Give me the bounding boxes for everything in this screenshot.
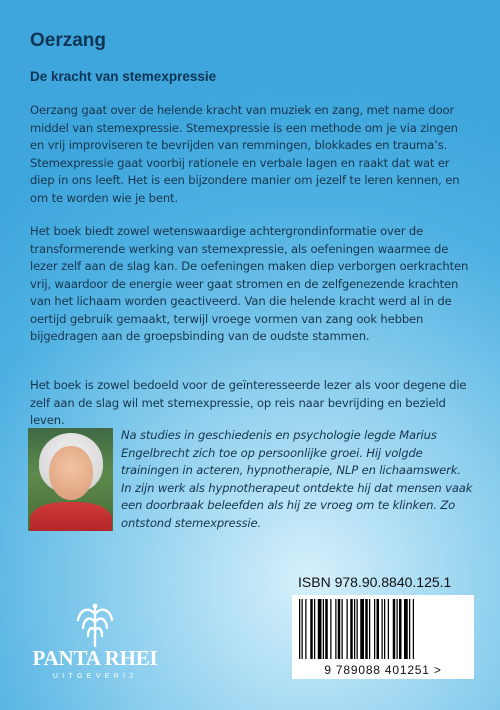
book-subtitle: De kracht van stemexpressie (30, 69, 217, 84)
barcode-digits: 9 789088 401251 > (324, 663, 442, 677)
barcode-bar (299, 599, 300, 659)
barcode-bar (338, 599, 341, 659)
barcode-bar (305, 599, 306, 659)
author-face (49, 446, 93, 500)
barcode-bar (365, 599, 368, 659)
barcode-bar (384, 599, 385, 659)
barcode-bar (342, 599, 343, 659)
description-paragraph-3: Het boek is zowel bedoeld voor de geïnteresseerde lezer als voor degene die zelf aan de slag wil met stemexpressie, op reis naar bevrijding en bezield leven. (30, 378, 467, 427)
barcode-bar (382, 599, 383, 659)
barcode-bar (354, 599, 355, 659)
barcode-bar (347, 599, 348, 659)
barcode-bar (377, 599, 380, 659)
barcode-bar (399, 599, 402, 659)
barcode-bar (302, 599, 303, 659)
description-paragraph-2: Het boek biedt zowel wetenswaardige achtergrondinformatie over de transformerende werking van stemexpressie, als oefeningen waarmee de lezer zelf aan de slag kan. De oefeningen maken diep verborgen oerkrachten vrij, waardoor de energie weer gaat stromen en de zelfgenezende krachten van het lichaam worden geactiveerd. Van die helende kracht werd al in de oertijd gebruik gemaakt, terwijl vroege vormen van zang ook hebben bijgedragen aan de groepsbinding van de oudste stammen. (30, 224, 469, 343)
author-photo (28, 428, 113, 531)
barcode-bar (323, 599, 324, 659)
barcode-bar (374, 599, 375, 659)
barcode-bar (330, 599, 331, 659)
barcode-bar (350, 599, 353, 659)
publisher-name: PANTA RHEI (32, 646, 158, 670)
barcode-bar (357, 599, 358, 659)
author-bio: Na studies in geschiedenis en psychologie legde Marius Engelbrecht zich toe op persoonlijke groei. Hij volgde trainingen in acteren, hypnotherapie, NLP en lichaamswerk. In zijn werk als hypnotherapeut ontdekte hij dat mensen vaak een doorbraak beleefden als hij ze vroeg om te klinken. Zo ontstond stemexpressie. (121, 428, 473, 530)
description-paragraph-1: Oerzang gaat over de helende kracht van muziek en zang, met name door middel van stemexpressie. Stemexpressie is een methode om je via zingen en vrij improviseren te bevrijden van remmingen, blokkades en trauma’s. Stemexpressie gaat voorbij rationele en verbale lagen en raakt dat wat er diep in ons leeft. Het is een bijzondere manier om jezelf te leren kennen, en om te worden wie je bent. (30, 103, 460, 205)
barcode-bar (409, 599, 410, 659)
barcode-bar (388, 599, 389, 659)
barcode-bar (369, 599, 370, 659)
barcode-bars (299, 599, 467, 659)
barcode (292, 595, 474, 679)
isbn-label: ISBN 978.90.8840.125.1 (298, 574, 452, 590)
barcode-bar (360, 599, 364, 659)
barcode-bar (335, 599, 336, 659)
barcode-bar (310, 599, 313, 659)
barcode-bar (393, 599, 396, 659)
barcode-bar (314, 599, 315, 659)
fountain-icon (72, 602, 118, 648)
publisher-logo (30, 602, 160, 694)
barcode-bar (318, 599, 322, 659)
barcode-bar (325, 599, 328, 659)
author-shirt (30, 502, 112, 531)
barcode-bar (404, 599, 408, 659)
book-title: Oerzang (30, 30, 107, 51)
barcode-bar (413, 599, 414, 659)
barcode-bar (397, 599, 398, 659)
publisher-tagline: UITGEVERIJ (52, 673, 138, 680)
